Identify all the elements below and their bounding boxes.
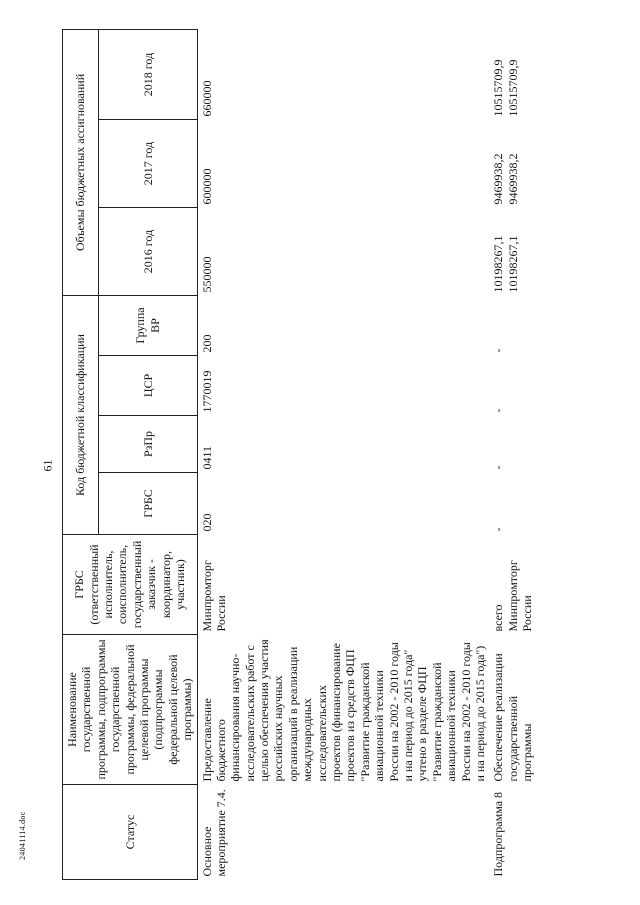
cell-grbs-sub: всего (491, 604, 506, 632)
cell-2016: 550000 (199, 256, 214, 293)
cell-2018-ministry: 10515709,9 (505, 59, 520, 117)
document-id: 24041114.doc (18, 811, 27, 860)
table-row (489, 30, 536, 880)
cell-2017 (489, 120, 536, 208)
header-code-csr: ЦСР (98, 356, 197, 416)
table-row (197, 30, 489, 880)
header-name: Наименование государственной программы, подпрограммы государственной программы, федеральной целевой программы (подпрограммы федеральной целевой программы) (63, 635, 198, 785)
cell-2018 (489, 30, 536, 120)
header-code-grbs: ГРБС (98, 473, 197, 535)
budget-table-sheet (62, 30, 624, 880)
header-code-rzpr: РзПр (98, 416, 197, 473)
cell-code-rzpr: 0411 (199, 445, 214, 470)
cell-code-csr: 1770019 (199, 370, 214, 413)
cell-grbs-name: Минпромторг России (505, 560, 535, 632)
header-2016: 2016 год (98, 208, 197, 296)
cell-2016-total: 10198267,1 (491, 235, 506, 293)
cell-grbs (489, 535, 536, 635)
table-body (197, 30, 536, 880)
cell-code-grbs: - (491, 527, 506, 532)
header-code-vr: Группа ВР (98, 296, 197, 356)
cell-2018: 660000 (199, 80, 214, 117)
cell-2017-ministry: 9469938,2 (505, 153, 520, 205)
cell-2016 (489, 208, 536, 296)
cell-status: Основное мероприятие 7.4. (199, 789, 228, 877)
cell-2018-total: 10515709,9 (491, 59, 506, 117)
cell-code-csr: - (491, 408, 506, 413)
cell-name: Обеспечение реализации государственной программы (491, 653, 535, 782)
header-volume-group: Объемы бюджетных ассигнований (63, 30, 99, 296)
header-2018: 2018 год (98, 30, 197, 120)
cell-2017: 600000 (199, 168, 214, 205)
cell-2017-total: 9469938,2 (491, 153, 506, 205)
header-code-group: Код бюджетной классификации (63, 296, 99, 535)
header-grbs-full: ГРБС (ответственный исполнитель, соисполнитель, государственный заказчик - координатор, участник) (63, 535, 198, 635)
cell-code-rzpr: - (491, 465, 506, 470)
cell-2016-ministry: 10198267,1 (505, 235, 520, 293)
cell-grbs: Минпромторг России (199, 560, 228, 632)
header-2017: 2017 год (98, 120, 197, 208)
cell-code-grbs: 020 (199, 513, 214, 532)
cell-name: Предоставление бюджетного финансирования научно-исследовательских работ с целью обеспечения участия российских научных организаций в реализации международных исследовательских проектов (финансирование проектов из средств ФЦП "Развитие гражданской авиационной техники России на 2002 - 2010 годы и на период до 2015 года" учтено в разделе ФЦП "Развитие гражданской авиационной техники России на 2002 - 2010 годы и на период до 2015 года") (199, 639, 487, 782)
cell-status: Подпрограмма 8 (491, 791, 506, 877)
budget-table (62, 29, 537, 880)
table-header (63, 30, 198, 880)
page-number: 61 (40, 459, 55, 472)
cell-code-vr: 200 (199, 334, 214, 353)
header-status: Статус (63, 785, 198, 880)
cell-code-vr: - (491, 348, 506, 353)
